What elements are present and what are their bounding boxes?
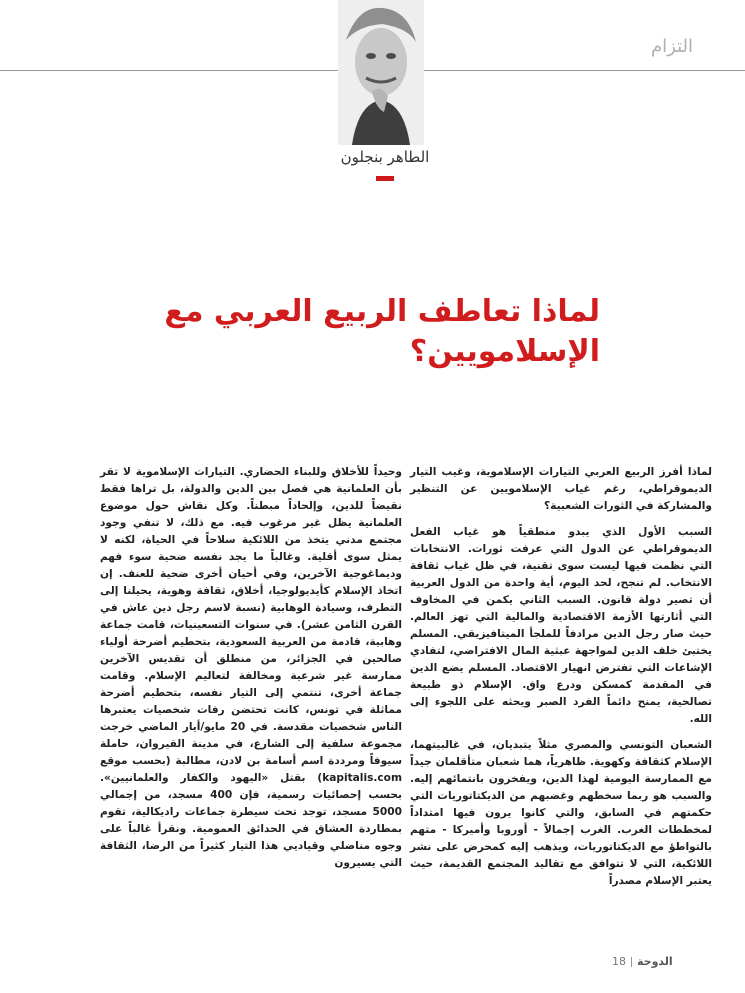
section-label: التزام	[651, 36, 693, 57]
paragraph: لماذا أفرز الربيع العربي التيارات الإسلاموية، وغيب التيار الديموقراطي، رغم غياب الإسلامويين عن التنظير والمشاركة في الثورات الشعبية؟	[410, 466, 712, 512]
paragraph: وحيداً للأخلاق وللبناء الحضاري. التيارات الإسلاموية لا تقر بأن العلمانية هي فصل بين الدين والدولة، بل تراها فقط نقيضاً للدين، وإلحاداً مبطناً. وكل نقاش حول موضوع العلمانية يظل غير مرغوب فيه. مع ذلك، لا تنفي وجود مجتمع مدني يتخذ من اللائكية سلاحاً في الحياة، لكنه لا يمثل سوى أقلية. وغالباً ما يجد نفسه ضحية سوء فهم وديماغوجية الآخرين، وفي أحيان أخرى ضحية للعنف. إن اتخاذ الإسلام كأيديولوجيا، أخلاق، ثقافة وهوية، يحيلنا إلى التطرف، وسيادة الوهابية (نسبة لاسم رجل دين عاش في القرن الثامن عشر). في سنوات التسعينيات، قامت جماعة وهابية، قادمة من العربية السعودية، بتحطيم أضرحة أولياء صالحين في الجزائر، من منطلق أن تقديس الآخرين ممارسة غير شرعية ومخالفة لتعاليم الإسلام. وقامت جماعة أخرى، تنتمي إلى التيار نفسه، بتحطيم أضرحة مماثلة في تونس، كانت تحتضن رفات شخصيات يعتبرها الناس شخصيات مقدسة. في 20 مايو/أيار الماضي خرجت مجموعة سلفية إلى الشارع، في مدينة القيروان، حاملة سيوفاً ومرددة اسم أسامة بن لادن، مطالبة (بحسب موقع kapitalis.com) بقتل «اليهود والكفار والعلمانيين». بحسب إحصائيات رسمية، فإن 400 مسجد، من إجمالي 5000 مسجد، توجد تحت سيطرة جماعات راديكالية، تقوم بمطاردة العشاق في الحدائق العمومية. ونقرأ غالباً على وجوه مناضلي وقياديي هذا التيار كثيراً من الرضا، الثقافة التي يسيرون	[100, 466, 403, 869]
author-name: الطاهر بنجلون	[340, 148, 430, 166]
page-footer	[612, 955, 673, 968]
article-column-right	[410, 464, 712, 899]
magazine-name: الدوحة	[637, 955, 673, 968]
paragraph: السبب الأول الذي يبدو منطقياً هو غياب الفعل الديموقراطي عن الدول التي عرفت ثورات. الانتخابات التي نظمت فيها ليست سوى تقنية، في ظل غياب ثقافة الانتخاب. لم تنجح، لحد اليوم، أية واحدة من الدول العربية أن تصير دولة قانون. السبب الثاني يكمن في المخاوف التي أثارتها الأزمة الاقتصادية والمالية التي تهز العالم. حيث صار رجل الدين مرادفاً للملجأ الميتافيزيقي. المسلم يختبئ خلف الدين لمواجهة عبثية المال الافتراضي، لتفادي الإشاعات التي تفترض انهيار الاقتصاد. المسلم يضع الدين في المقدمة كمسكن ودرع واق. الإسلام ذو طبيعة تصالحية، يمنح دائماً الفرد الصبر ويحثه على اللجوء إلى الله.	[410, 526, 712, 725]
page-number: 18	[612, 955, 626, 968]
author-portrait	[338, 0, 424, 145]
footer-divider	[631, 957, 632, 967]
article-column-left	[100, 464, 402, 881]
article-title: لماذا تعاطف الربيع العربي مع الإسلامويين؟	[164, 294, 600, 370]
author-accent-bar	[376, 176, 394, 181]
paragraph: الشعبان التونسي والمصري مثلاً يتبديان، في غالبيتهما، الإسلام كثقافة وكهوية. ظاهرياً، هما شعبان متأقلمان جيداً مع الممارسة اليومية لهذا الدين، ويفخرون بانتمائهم إليه. والسبب هو ربما سخطهم وغضبهم من الديكتاتوريات التي حكمتهم في السابق، والتي كانوا يرون فيها امتداداً لمخططات الغرب. الغرب إجمالاً - أوروبا وأميركا - متهم بالتواطؤ مع الديكتاتوريات، ويذهب إليه كمحرض على نشر اللائكية، التي لا تتوافق مع تقاليد المجتمع القديمة، حيث يعتبر الإسلام مصدراً	[410, 739, 712, 887]
